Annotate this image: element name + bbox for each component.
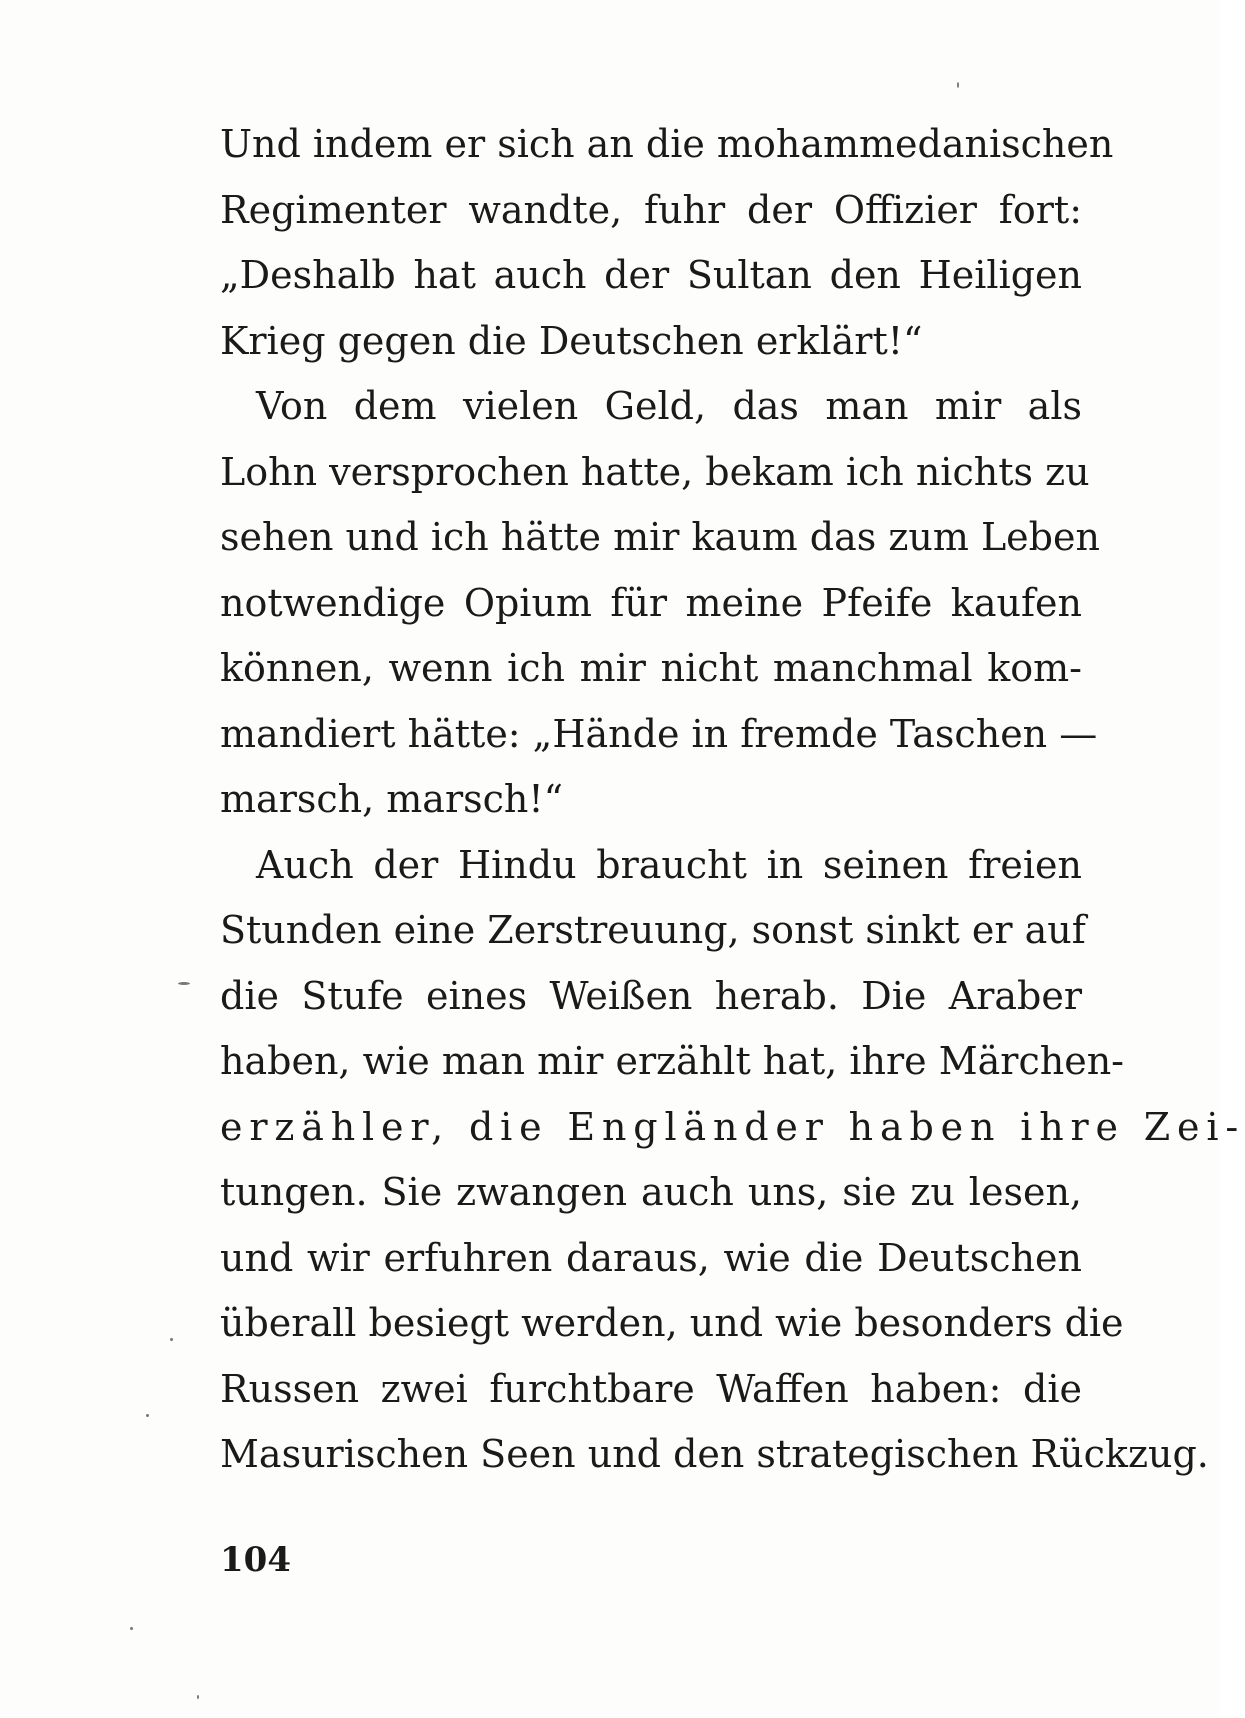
text-line: notwendige Opium für meine Pfeife kaufen <box>220 580 1082 625</box>
text-line: Krieg gegen die Deutschen erklärt!“ <box>220 318 923 363</box>
text-line: Masurischen Seen und den strategischen Rückzug. <box>220 1432 1209 1476</box>
text-line: haben, wie man mir erzählt hat, ihre Märchen- <box>220 1039 1125 1083</box>
text-line: Lohn versprochen hatte, bekam ich nichts zu <box>220 449 1090 494</box>
text-line: Regimenter wandte, fuhr der Offizier fort: <box>220 187 1082 232</box>
scan-speck <box>957 82 959 88</box>
text-line: Stunden eine Zerstreuung, sonst sinkt er auf <box>220 908 1086 952</box>
text-line: erzähler, die Engländer haben ihre Zei- <box>220 1104 1245 1149</box>
text-line: und wir erfuhren daraus, wie die Deutschen <box>220 1235 1082 1280</box>
text-line: können, wenn ich mir nicht manchmal kom- <box>220 646 1082 690</box>
page-number: 104 <box>220 1540 291 1580</box>
text-line: die Stufe eines Weißen herab. Die Araber <box>220 973 1082 1018</box>
text-line: marsch, marsch!“ <box>220 777 564 821</box>
text-line: mandiert hätte: „Hände in fremde Taschen — <box>220 711 1098 756</box>
text-line: tungen. Sie zwangen auch uns, sie zu lesen, <box>220 1170 1082 1214</box>
text-line: sehen und ich hätte mir kaum das zum Leben <box>220 515 1100 559</box>
scan-speck <box>130 1627 133 1630</box>
scan-speck <box>170 1338 173 1341</box>
text-line: überall besiegt werden, und wie besonders die <box>220 1301 1124 1345</box>
scan-speck <box>146 1414 149 1417</box>
text-line: Russen zwei furchtbare Waffen haben: die <box>220 1366 1082 1411</box>
text-line: Und indem er sich an die mohammedanischen <box>220 122 1114 166</box>
scan-speck <box>178 982 190 985</box>
text-line: Auch der Hindu braucht in seinen freien <box>256 842 1082 887</box>
body-text <box>220 112 1245 1488</box>
scan-speck <box>197 1695 199 1699</box>
text-line: „Deshalb hat auch der Sultan den Heiligen <box>220 253 1082 297</box>
text-line: Von dem vielen Geld, das man mir als <box>256 384 1082 428</box>
